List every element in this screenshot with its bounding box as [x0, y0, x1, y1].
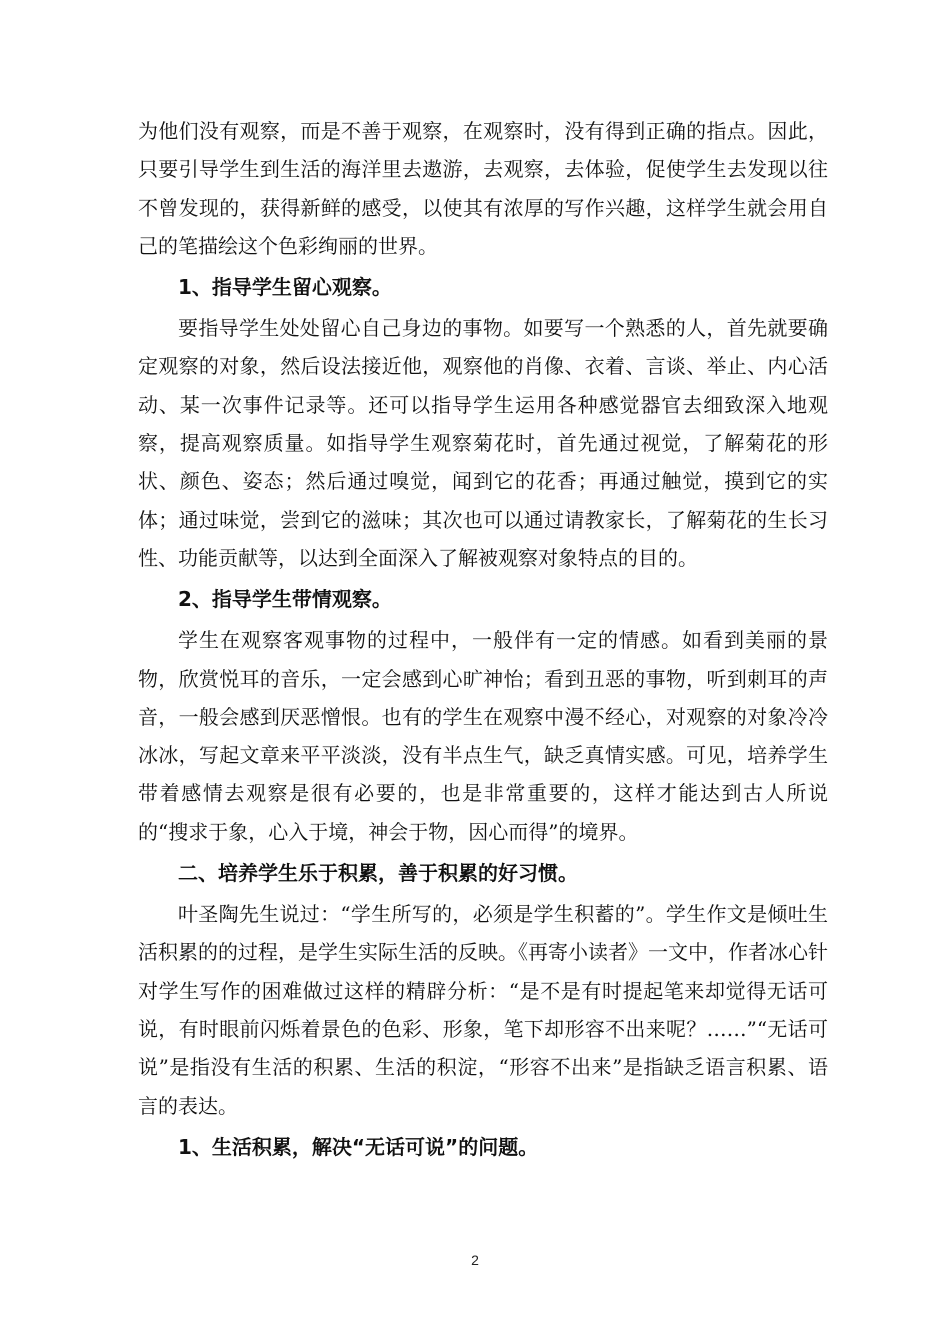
page-number: 2 — [471, 1252, 479, 1268]
document-body — [138, 112, 828, 1169]
paragraph-continued: 为他们没有观察，而是不善于观察，在观察时，没有得到正确的指点。因此，只要引导学生到生活的海洋里去遨游，去观察，去体验，促使学生去发现以往不曾发现的，获得新鲜的感受，以使其有浓厚的写作兴趣，这样学生就会用自己的笔描绘这个色彩绚丽的世界。 — [138, 119, 828, 258]
paragraph-observe-attentively: 要指导学生处处留心自己身边的事物。如要写一个熟悉的人，首先就要确定观察的对象，然后设法接近他，观察他的肖像、衣着、言谈、举止、内心活动、某一次事件记录等。还可以指导学生运用各种感觉器官去细致深入地观察，提高观察质量。如指导学生观察菊花时，首先通过视觉，了解菊花的形状、颜色、姿态；然后通过嗅觉，闻到它的花香；再通过触觉，摸到它的实体；通过味觉，尝到它的滋味；其次也可以通过请教家长，了解菊花的生长习性、功能贡献等，以达到全面深入了解被观察对象特点的目的。 — [138, 316, 828, 570]
paragraph-accumulation-habit: 叶圣陶先生说过：“学生所写的，必须是学生积蓄的”。学生作文是倾吐生活积累的的过程，是学生实际生活的反映。《再寄小读者》一文中，作者冰心针对学生写作的困难做过这样的精辟分析：“是不是有时提起笔来却觉得无话可说，有时眼前闪烁着景色的色彩、形象，笔下却形容不出来呢？……”“无话可说”是指没有生活的积累、生活的积淀，“形容不出来”是指缺乏语言积累、语言的表达。 — [138, 902, 828, 1118]
paragraph-observe-with-emotion: 学生在观察客观事物的过程中，一般伴有一定的情感。如看到美丽的景物，欣赏悦耳的音乐，一定会感到心旷神怡；看到丑恶的事物，听到刺耳的声音，一般会感到厌恶憎恨。也有的学生在观察中漫不经心，对观察的对象冷冷冰冰，写起文章来平平淡淡，没有半点生气，缺乏真情实感。可见，培养学生带着感情去观察是很有必要的，也是非常重要的，这样才能达到古人所说的“搜求于象，心入于境，神会于物，因心而得”的境界。 — [138, 628, 828, 844]
section-heading-life-accumulation: 1、生活积累，解决“无话可说”的问题。 — [178, 1134, 539, 1159]
section-heading-accumulation-habit: 二、培养学生乐于积累，善于积累的好习惯。 — [178, 861, 578, 886]
section-heading-observe-attentively: 1、指导学生留心观察。 — [178, 275, 392, 300]
section-heading-observe-with-emotion: 2、指导学生带情观察。 — [178, 587, 392, 612]
